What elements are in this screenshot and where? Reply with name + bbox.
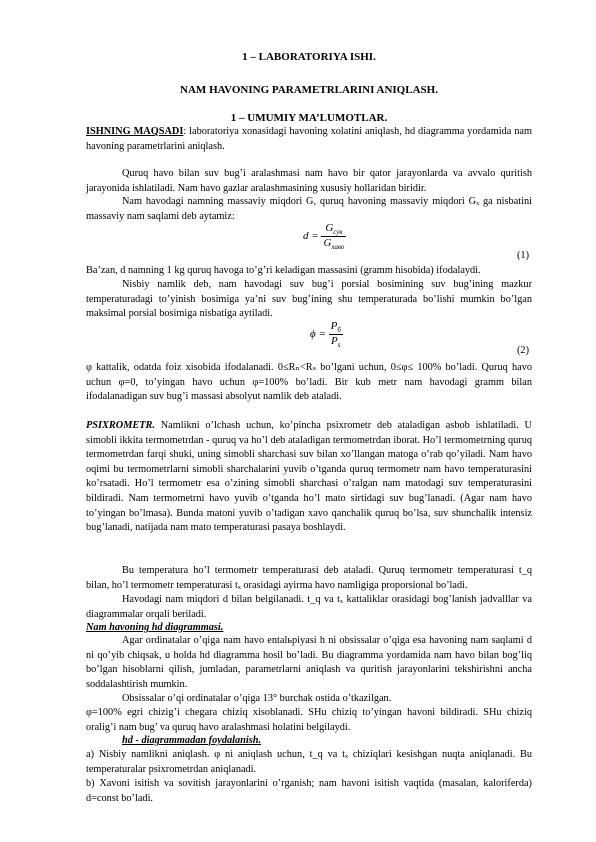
eq2-num: P (330, 320, 338, 332)
eq2-den-sub: s (337, 341, 341, 350)
eq1-den-sub: хаво (331, 243, 345, 252)
eq2-den: P (331, 335, 338, 348)
psychrometer-label: PSIXROMETR. (86, 420, 155, 431)
paragraph-usage-b: b) Xavoni isitish va sovitish jarayonlarini o’rganish; nam havoni isitish vaqtida (masalan, kaloriferda) d=const bo’ladi. (86, 778, 532, 804)
paragraph-phi: φ kattalik, odatda foiz xisobida ifodalanadi. 0≤Rₙ<Rₛ bo’lgani uchun, 0≤φ≤ 100% bo’ladi. Quruq havo uchun φ=0, to’yingan havo uchun φ=100% bo’ladi. Bir kub metr nam havodagi gramm bilan ifodalanadigan suv bug’i massasi absolyut namlik deb ataladi. (86, 362, 532, 403)
paragraph-mass-ratio: Nam havodagi namning massaviy miqdori G, quruq havoning massaviy miqdori Gₓ ga nisbatini massaviy nam saqlami deb aytamiz: (86, 196, 532, 222)
paragraph-saturation-line: φ=100% egri chizig’i chegara chiziq xisoblanadi. SHu chiziq to’yingan havoni bildiradi. SHu chiziq oralig’i nam bug’ va quruq havo aralashmasi holatini belgilaydi. (86, 707, 532, 733)
goal-label: ISHNING MAQSADI (86, 126, 184, 137)
equation-2-number: (2) (517, 345, 530, 356)
goal-paragraph (86, 125, 532, 154)
eq1-num-sub: сув (333, 228, 343, 237)
eq1-lhs: d = (303, 230, 319, 243)
lab-title: 1 – LABORATORIYA ISHI. (242, 51, 376, 63)
hd-diagram-heading: Nam havoning hd diagrammasi. (86, 622, 224, 633)
paragraph-d-definition: Ba’zan, d namning 1 kg quruq havoga to’g’ri keladigan massasini (gramm hisobida) ifodalaydi. (86, 265, 481, 276)
equation-1 (303, 222, 346, 251)
paragraph-hd-diagram: Agar ordinatalar o’qiga nam havo entalьpiyasi h ni obsissalar o’qiga esa havoning nam saqlami d ni qo’yib chiqsak, u holda hd diagramma hosil bo’ladi. Bu diagramma yordamida nam havo bilan bog’liq bo’lgan hisoblarni qilish, jumladan, parametrlarni aniqlash va quritish jarayonlarini tekshirishni ancha soddalashtirish mumkin. (86, 635, 532, 690)
paragraph-axis-angle: Obsissalar o’qi ordinatalar o’qiga 13° burchak ostida o’tkazilgan. (122, 693, 392, 704)
eq1-den: G (323, 237, 332, 250)
goal-text: : laboratoriya xonasidagi havoning xolatini aniqlash, hd diagramma yordamida nam havoning parametrlarini aniqlash. (86, 126, 532, 152)
psychrometer-text: Namlikni o’lchash uchun, ko’pincha psixrometr deb ataladigan asbob ishlatiladi. U simobli ikkita termometrdan - quruq va ho’l deb ataladigan termometrdan iborat. Ho’l termometrning quruq termometrdan farqi shuki, uning simobli sharchasi suv bilan xo’llangan matoga o’rab qo’yiladi. Nam havo oqimi bu termometrlarni simobli sharchalarini yuvib o’tganda quruq termometr nam havo temperaturasini ko’rsatadi. Ho’l termometr esa o’zining simobli sharchasi o’ralgan nam matodagi suv temperaturasini bildiradi. Nam termometrni havo yuvib o’tganda ho’l mato sirtidagi suv bug’lanadi. (Agar nam havo to’yingan bo’lmasa). Bunda matoni yuvib o’tadigan xavo qanchalik quruq bo’lsa, suv shunchalik intensiz bug’lanadi, natijada nam mato temperaturasi pasaya boshlaydi. (86, 420, 532, 534)
eq1-num: G (325, 222, 334, 234)
paragraph-wet-bulb: Bu temperatura ho’l termometr temperaturasi deb ataladi. Quruq termometr temperaturasi t_q bilan, ho’l termometr temperaturasi tₓ orasidagi ayirma havo namligiga proporsional bo’ladi. (86, 565, 532, 591)
equation-2 (310, 320, 343, 349)
paragraph-psychrometer (86, 419, 532, 536)
paragraph-moisture-content: Havodagi nam miqdori d bilan belgilanadi. t_q va tₓ kattaliklar orasidagi bog’lanish jadvalllar va diagrammalar orqali beriladi. (86, 594, 532, 620)
equation-1-number: (1) (517, 250, 530, 261)
paragraph-moist-air: Quruq havo bilan suv bug’i aralashmasi nam havo bir qator jarayonlarda va avvalo quritish jarayonida ishlatiladi. Nam havo gazlar aralashmasining xususiy hollaridan biridir. (86, 168, 532, 194)
eq2-num-sub: б (337, 326, 341, 335)
paragraph-relative-humidity: Nisbiy namlik deb, nam havodagi suv bug’i porsial bosimining suv bug’ining mazkur temperaturadagi to’yinish bosimiga ya’ni suv bug’ining shu temperaturada bo’lishi mumkin bo’lgan maksimal porsial bosimiga nisbatiga aytiladi. (86, 279, 532, 320)
eq2-lhs: ϕ = (310, 328, 326, 341)
hd-usage-heading: hd - diagrammadan foydalanish. (122, 735, 262, 746)
section-heading: 1 – UMUMIY MA’LUMOTLAR. (230, 112, 388, 124)
paragraph-usage-a: a) Nisbiy namlikni aniqlash. φ ni aniqlash uchun, t_q va tₓ chiziqlari kesishgan nuqta aniqlanadi. Bu temperaturalar psixrometrdan aniqlanadi. (86, 749, 532, 775)
lab-subtitle: NAM HAVONING PARAMETRLARINI ANIQLASH. (180, 84, 438, 96)
